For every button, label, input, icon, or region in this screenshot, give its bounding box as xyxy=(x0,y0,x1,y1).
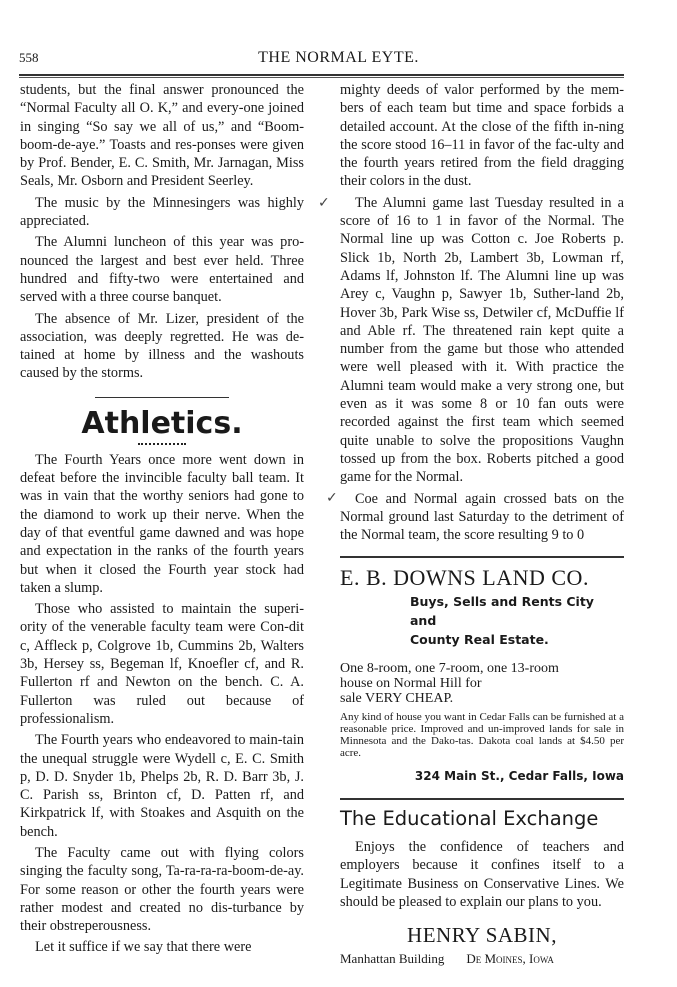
paragraph: The Faculty came out with flying colors singing the faculty song, Ta-ra-ra-ra-boom-de-ay. For some reason or other the fourth years were rather modest and created no dis-turbance by their obstreperousness. xyxy=(20,844,304,935)
handwritten-check-mark-icon: ✓ xyxy=(326,490,338,506)
ad-proprietor-name: HENRY SABIN, xyxy=(407,922,557,947)
ad-address: 324 Main St., Cedar Falls, Iowa xyxy=(414,769,624,784)
running-head-title: THE NORMAL EYTE. xyxy=(258,49,419,66)
ad-fine-print: Any kind of house you want in Cedar Falls can be furnished at a reasonable price. Improved and un-improved lands for sale in Minnesota and the Dako-tas. Dakota coal lands at $4.50 per acre. xyxy=(340,711,624,760)
ad-offer-line: house on Normal Hill for xyxy=(340,676,482,692)
paragraph: The Fourth Years once more went down in defeat before the invincible faculty ball team. It was in vain that the worthy seniors had gone to the diamond to work up their nerve. When the day of that eventful game dawned and was hope and expectation in the ranks of the fourth years but when it closed the Fourth year stock had taken a slump. xyxy=(20,451,304,596)
ad-city: De Moines, Iowa xyxy=(466,950,554,966)
paragraph: students, but the final answer pronounced the “Normal Faculty all O. K,” and every-one joined in singing “So say we all of us,” and “Boom-boom-de-aye.” Toasts and res-ponses were given by Prof. Bender, E. C. Smith, Mr. Jarnagan, Miss Seals, Mr. Osborn and President Seerley. xyxy=(20,82,304,190)
paragraph: Let it suffice if we say that there were xyxy=(35,939,252,956)
section-heading-athletics: Athletics. xyxy=(81,405,243,441)
paragraph: The Alumni game last Tuesday resulted in a score of 16 to 1 in favor of the Normal. The Normal line up was Cotton c. Joe Roberts p. Slick 1b, North 2b, Lambert 3b, Lowman rf, Adams lf, Johnston lf. The Alumni line up was Arey c, Vaughn p, Sawyer 1b, Suther-land 2b, Hover 3b, Park Wise ss, Detwiler cf, McDuffie lf and Able rf. The threatened rain kept quite a number from the game but those who attended were well pleased with it. With practice the Alumni team would make a very strong one, but even as it was some 8 or 10 fan outs were recorded against the first team which seemed quite unable to solve the propositions Vaughn tossed up from the box. Roberts pitched a good game for the Normal. xyxy=(340,194,624,486)
ad-address xyxy=(340,950,624,968)
ad-divider-rule xyxy=(340,798,624,800)
paragraph: Coe and Normal again crossed bats on the Normal ground last Saturday to the detriment of the Normal team, the score resulting 9 to 0 xyxy=(340,490,624,544)
ad-building: Manhattan Building xyxy=(340,950,445,966)
ad-subtitle-line: County Real Estate. xyxy=(410,632,549,648)
paragraph: The absence of Mr. Lizer, president of the association, was deeply regretted. He was de-tained at home by illness and the washouts caused by the storms. xyxy=(20,310,304,382)
ad-title: The Educational Exchange xyxy=(340,806,599,830)
page-number: 558 xyxy=(19,50,39,65)
paragraph: Those who assisted to maintain the superi-ority of the venerable faculty team were Con-dit c, Affleck p, Colgrove 1b, Cummins 2b, Walters 3b, Hersey ss, Begeman lf, Knoefler cf, and R. Fullerton rf and Newton on the bench. C. A. Fullerton was ruled out because of professionalism. xyxy=(20,601,304,727)
section-divider-rule xyxy=(95,397,229,398)
ad-educational-exchange xyxy=(340,806,624,968)
ad-title: E. B. DOWNS LAND CO. xyxy=(340,565,589,591)
section-dotted-ornament xyxy=(138,443,186,445)
right-column xyxy=(340,81,624,968)
handwritten-check-mark-icon: ✓ xyxy=(318,195,330,211)
paragraph: The Alumni luncheon of this year was pro-nounced the largest and best ever held. Three hundred and fifty-two were entertained and served with a three course banquet. xyxy=(20,234,304,306)
ad-downs-land-co xyxy=(340,564,624,785)
paragraph: The music by the Minnesingers was highly appreciated. xyxy=(20,194,304,230)
paragraph: mighty deeds of valor performed by the mem-bers of each team but time and space forbids a detailed account. At the close of the fifth in-ning the score stood 16–11 in favor of the fac-ulty and the fourth years retired from the field dragging their colors in the dust. xyxy=(340,82,624,190)
ad-offer-line: One 8-room, one 7-room, one 13-room xyxy=(340,661,559,677)
ad-subtitle-line: Buys, Sells and Rents City and xyxy=(410,594,594,629)
paragraph: The Fourth years who endeavored to main-tain the unequal struggle were Wydell c, E. C. Smith p, D. D. Snyder 1b, Phelps 2b, R. D. Barr 3b, J. C. Parish ss, Brinton cf, D. Patten rf, and Kirkpatrick lf, with Stoakes and Asquith on the bench. xyxy=(20,732,304,840)
ad-offer-line: sale VERY CHEAP. xyxy=(340,691,454,707)
ad-divider-rule xyxy=(340,556,624,558)
header-double-rule xyxy=(19,74,624,78)
ad-offer xyxy=(340,661,624,706)
ad-body: Enjoys the confidence of teachers and employers because it confines itself to a Legitimate Business on Conservative Lines. We should be pleased to explain our plans to you. xyxy=(340,838,624,911)
left-column xyxy=(20,81,304,960)
